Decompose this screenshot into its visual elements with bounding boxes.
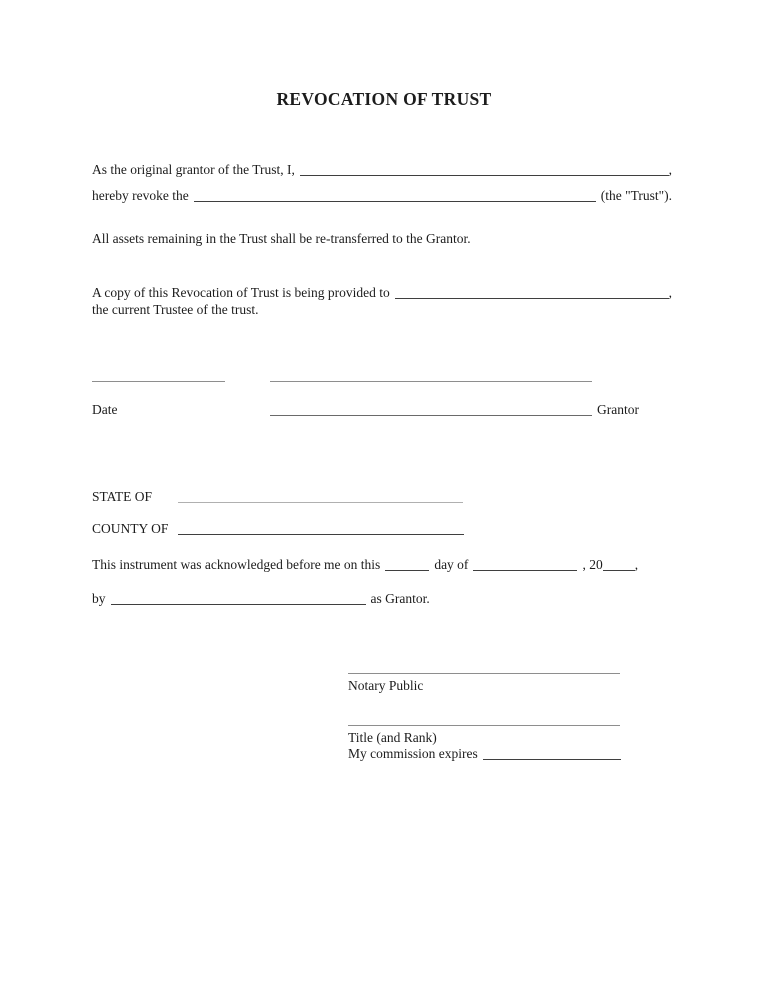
intro-line-1 <box>92 161 672 178</box>
date-label: Date <box>92 402 118 417</box>
day-blank[interactable] <box>385 558 429 571</box>
county-name-blank[interactable] <box>178 522 464 535</box>
as-grantor-text: as Grantor. <box>370 591 430 606</box>
copy-clause-line-2 <box>92 301 258 318</box>
state-of-label: STATE OF <box>92 489 153 504</box>
acknowledged-by-blank[interactable] <box>111 592 366 605</box>
county-of-row <box>92 520 464 537</box>
grantor-signature-line-2[interactable] <box>270 403 592 416</box>
assets-clause <box>92 230 471 247</box>
intro-line-2-text: hereby revoke the <box>92 188 189 203</box>
commission-date-blank[interactable] <box>483 747 621 760</box>
intro-line-1-comma: , <box>668 162 672 177</box>
month-blank[interactable] <box>473 558 577 571</box>
copy-clause-comma: , <box>668 285 672 300</box>
year-prefix-text: , 20 <box>582 557 603 572</box>
copy-clause-line-1 <box>92 284 672 301</box>
trustee-name-blank[interactable] <box>395 286 669 299</box>
intro-line-2 <box>92 187 672 204</box>
commission-row <box>348 745 621 762</box>
title-rank-label: Title (and Rank) <box>348 730 437 745</box>
state-name-blank[interactable] <box>178 490 463 503</box>
copy-clause-text: A copy of this Revocation of Trust is being provided to <box>92 285 390 300</box>
grantor-signature-row <box>270 401 639 418</box>
acknowledged-by-row <box>92 590 430 607</box>
notary-public-label: Notary Public <box>348 678 424 693</box>
trust-name-blank[interactable] <box>194 189 596 202</box>
state-of-row <box>92 488 463 505</box>
date-label-row <box>92 401 117 418</box>
notary-signature-line[interactable] <box>348 673 620 674</box>
year-blank[interactable] <box>603 558 635 571</box>
commission-label: My commission expires <box>348 746 478 761</box>
assets-clause-text: All assets remaining in the Trust shall be re-transferred to the Grantor. <box>92 231 471 246</box>
acknowledgment-text: This instrument was acknowledged before me on this <box>92 557 381 572</box>
copy-clause-line-2-text: the current Trustee of the trust. <box>92 302 259 317</box>
acknowledgment-trailing-comma: , <box>634 557 639 572</box>
day-of-text: day of <box>434 557 469 572</box>
grantor-label: Grantor <box>597 402 639 417</box>
intro-line-1-text: As the original grantor of the Trust, I, <box>92 162 295 177</box>
grantor-signature-line-1[interactable] <box>270 381 592 382</box>
date-blank[interactable] <box>92 381 225 382</box>
acknowledgment-row <box>92 556 638 573</box>
by-label: by <box>92 591 106 606</box>
notary-public-row <box>348 677 423 694</box>
intro-line-2-suffix: (the "Trust"). <box>600 188 672 203</box>
grantor-name-blank[interactable] <box>300 163 669 176</box>
title-rank-row <box>348 729 437 746</box>
county-of-label: COUNTY OF <box>92 521 169 536</box>
notary-title-line[interactable] <box>348 725 620 726</box>
page-title: REVOCATION OF TRUST <box>276 89 492 109</box>
